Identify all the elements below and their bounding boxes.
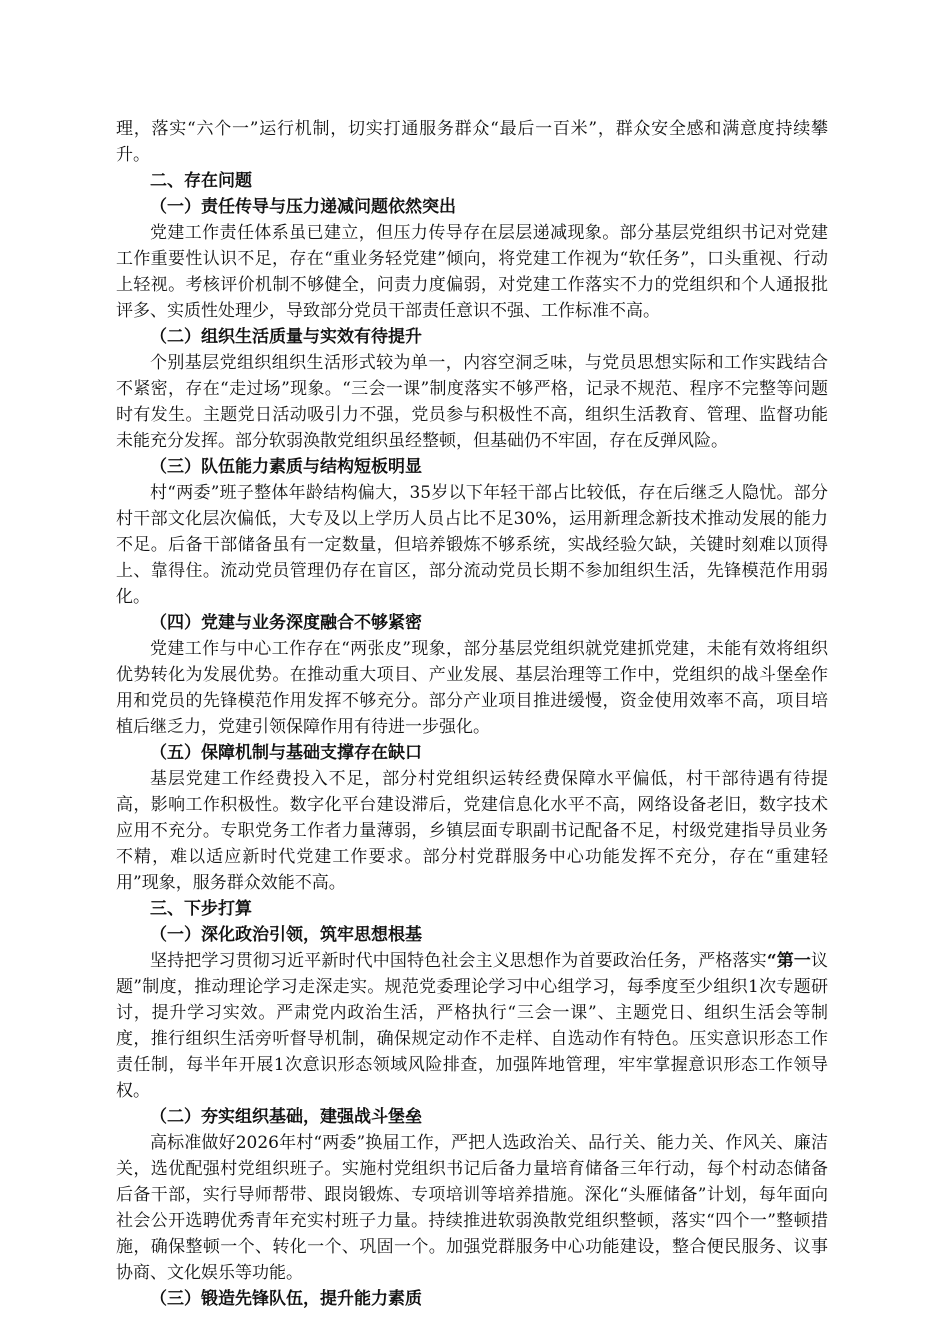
document-body <box>116 116 828 1312</box>
paragraph-continued: 理，落实“六个一”运行机制，切实打通服务群众“最后一百米”，群众安全感和满意度持续攀升。 <box>116 119 828 165</box>
subheading-organization-foundation: （二）夯实组织基础，建强战斗堡垒 <box>150 1107 422 1127</box>
subheading-integration: （四）党建与业务深度融合不够紧密 <box>150 613 422 633</box>
subheading-organization-life: （二）组织生活质量与实效有待提升 <box>150 327 422 347</box>
paragraph-responsibility: 党建工作责任体系虽已建立，但压力传导存在层层递减现象。部分基层党组织书记对党建工作重要性认识不足，存在“重业务轻党建”倾向，将党建工作视为“软任务”，口头重视、行动上轻视。考核评价机制不够健全，问责力度偏弱，对党建工作落实不力的党组织和个人通报批评多、实质性处理少，导致部分党员干部责任意识不强、工作标准不高。 <box>116 223 828 321</box>
paragraph-organization-life: 个别基层党组织组织生活形式较为单一，内容空洞乏味，与党员思想实际和工作实践结合不紧密，存在“走过场”现象。“三会一课”制度落实不够严格，记录不规范、程序不完整等问题时有发生。主题党日活动吸引力不强，党员参与积极性不高，组织生活教育、管理、监督功能未能充分发挥。部分软弱涣散党组织虽经整顿，但基础仍不牢固，存在反弹风险。 <box>116 353 828 451</box>
section-heading-problems: 二、存在问题 <box>150 171 252 191</box>
paragraph-integration: 党建工作与中心工作存在“两张皮”现象，部分基层党组织就党建抓党建，未能有效将组织优势转化为发展优势。在推动重大项目、产业发展、基层治理等工作中，党组织的战斗堡垒作用和党员的先锋模范作用发挥不够充分。部分产业项目推进缓慢，资金使用效率不高，项目培植后继乏力，党建引领保障作用有待进一步强化。 <box>116 639 828 737</box>
paragraph-support-mechanism: 基层党建工作经费投入不足，部分村党组织运转经费保障水平偏低，村干部待遇有待提高，影响工作积极性。数字化平台建设滞后，党建信息化水平不高，网络设备老旧，数字技术应用不充分。专职党务工作者力量薄弱，乡镇层面专职副书记配备不足，村级党建指导员业务不精，难以适应新时代党建工作要求。部分村党群服务中心功能发挥不充分，存在“重建轻用”现象，服务群众效能不高。 <box>116 769 828 893</box>
paragraph-organization-foundation: 高标准做好2026年村“两委”换届工作，严把人选政治关、品行关、能力关、作风关、廉洁关，选优配强村党组织班子。实施村党组织书记后备力量培育储备三年行动，每个村动态储备后备干部，实行导师帮带、跟岗锻炼、专项培训等培养措施。深化“头雁储备”计划，每年面向社会公开选聘优秀青年充实村班子力量。持续推进软弱涣散党组织整顿，落实“四个一”整顿措施，确保整顿一个、转化一个、巩固一个。加强党群服务中心功能建设，整合便民服务、议事协商、文化娱乐等功能。 <box>116 1133 828 1283</box>
subheading-vanguard-team: （三）锻造先锋队伍，提升能力素质 <box>150 1289 422 1309</box>
paragraph-political-guidance-part1: 坚持把学习贯彻习近平新时代中国特色社会主义思想作为首要政治任务，严格落实 <box>150 951 767 971</box>
section-heading-next-steps: 三、下步打算 <box>150 899 252 919</box>
subheading-team-capacity: （三）队伍能力素质与结构短板明显 <box>150 457 422 477</box>
subheading-responsibility: （一）责任传导与压力递减问题依然突出 <box>150 197 456 217</box>
subheading-political-guidance: （一）深化政治引领，筑牢思想根基 <box>150 925 422 945</box>
paragraph-political-guidance-part2: 议题”制度，推动理论学习走深走实。规范党委理论学习中心组学习，每季度至少组织1次专题研讨，提升学习实效。严肃党内政治生活，严格执行“三会一课”、主题党日、组织生活会等制度，推行组织生活旁听督导机制，确保规定动作不走样、自选动作有特色。压实意识形态工作责任制，每半年开展1次意识形态领域风险排查，加强阵地管理，牢牢掌握意识形态工作领导权。 <box>116 951 829 1101</box>
paragraph-political-guidance <box>116 948 828 1104</box>
paragraph-team-capacity: 村“两委”班子整体年龄结构偏大，35岁以下年轻干部占比较低，存在后继乏人隐忧。部分村干部文化层次偏低，大专及以上学历人员占比不足30%，运用新理念新技术推动发展的能力不足。后备干部储备虽有一定数量，但培养锻炼不够系统，实战经验欠缺，关键时刻难以顶得上、靠得住。流动党员管理仍存在盲区，部分流动党员长期不参加组织生活，先锋模范作用弱化。 <box>116 483 828 607</box>
bold-first-topic: “第一 <box>766 951 812 971</box>
subheading-support-mechanism: （五）保障机制与基础支撑存在缺口 <box>150 743 422 763</box>
